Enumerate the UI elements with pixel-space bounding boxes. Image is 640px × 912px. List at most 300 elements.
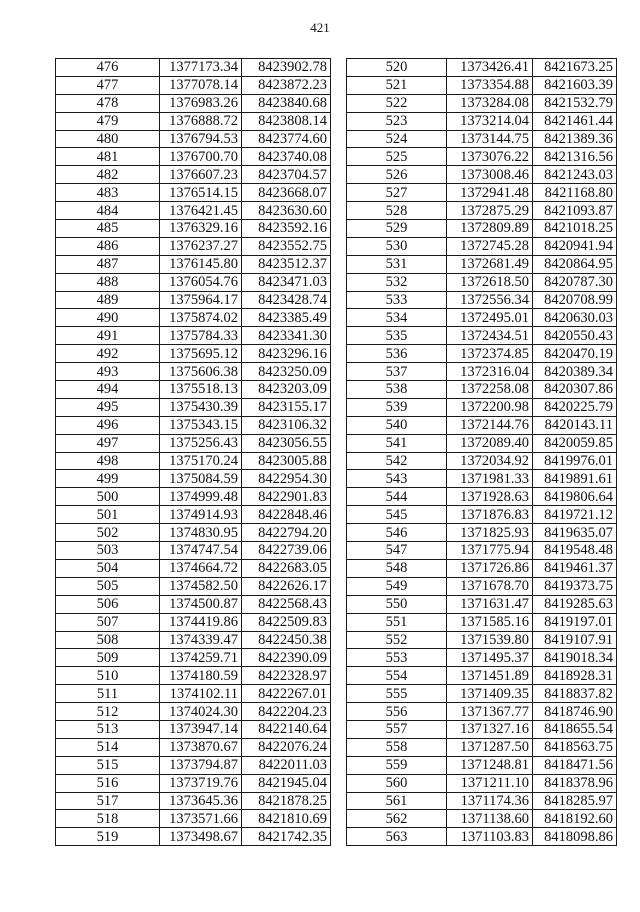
point-number-cell: 478 xyxy=(56,94,160,112)
x-coordinate-cell: 1374830.95 xyxy=(160,524,242,542)
table-row xyxy=(347,59,617,77)
point-number-cell: 521 xyxy=(347,76,447,94)
table-row xyxy=(56,166,331,184)
point-number-cell: 531 xyxy=(347,255,447,273)
x-coordinate-cell: 1375606.38 xyxy=(160,363,242,381)
table-row xyxy=(56,255,331,273)
y-coordinate-cell: 8422267.01 xyxy=(242,685,331,703)
point-number-cell: 549 xyxy=(347,577,447,595)
y-coordinate-cell: 8421603.39 xyxy=(533,76,617,94)
table-row xyxy=(56,184,331,202)
y-coordinate-cell: 8423056.55 xyxy=(242,434,331,452)
y-coordinate-cell: 8420470.19 xyxy=(533,345,617,363)
x-coordinate-cell: 1371981.33 xyxy=(447,470,533,488)
table-row xyxy=(347,756,617,774)
x-coordinate-cell: 1374664.72 xyxy=(160,559,242,577)
point-number-cell: 489 xyxy=(56,291,160,309)
x-coordinate-cell: 1373870.67 xyxy=(160,738,242,756)
table-row xyxy=(347,309,617,327)
x-coordinate-cell: 1374747.54 xyxy=(160,542,242,560)
table-row xyxy=(56,345,331,363)
table-row xyxy=(347,774,617,792)
y-coordinate-cell: 8422794.20 xyxy=(242,524,331,542)
x-coordinate-cell: 1372316.04 xyxy=(447,363,533,381)
table-row xyxy=(347,577,617,595)
y-coordinate-cell: 8419891.61 xyxy=(533,470,617,488)
x-coordinate-cell: 1372618.50 xyxy=(447,273,533,291)
point-number-cell: 486 xyxy=(56,237,160,255)
point-number-cell: 526 xyxy=(347,166,447,184)
y-coordinate-cell: 8418563.75 xyxy=(533,738,617,756)
y-coordinate-cell: 8423203.09 xyxy=(242,381,331,399)
table-row xyxy=(347,720,617,738)
x-coordinate-cell: 1376607.23 xyxy=(160,166,242,184)
point-number-cell: 539 xyxy=(347,398,447,416)
x-coordinate-cell: 1373645.36 xyxy=(160,792,242,810)
point-number-cell: 476 xyxy=(56,59,160,77)
x-coordinate-cell: 1374914.93 xyxy=(160,506,242,524)
x-coordinate-cell: 1372681.49 xyxy=(447,255,533,273)
x-coordinate-cell: 1373498.67 xyxy=(160,828,242,846)
point-number-cell: 511 xyxy=(56,685,160,703)
x-coordinate-cell: 1376700.70 xyxy=(160,148,242,166)
x-coordinate-cell: 1371174.36 xyxy=(447,792,533,810)
table-row xyxy=(347,631,617,649)
y-coordinate-cell: 8421243.03 xyxy=(533,166,617,184)
table-row xyxy=(347,237,617,255)
y-coordinate-cell: 8422739.06 xyxy=(242,542,331,560)
point-number-cell: 487 xyxy=(56,255,160,273)
x-coordinate-cell: 1376888.72 xyxy=(160,112,242,130)
x-coordinate-cell: 1372875.29 xyxy=(447,202,533,220)
y-coordinate-cell: 8423155.17 xyxy=(242,398,331,416)
y-coordinate-cell: 8422568.43 xyxy=(242,595,331,613)
table-row xyxy=(347,685,617,703)
point-number-cell: 514 xyxy=(56,738,160,756)
point-number-cell: 494 xyxy=(56,381,160,399)
table-row xyxy=(56,452,331,470)
x-coordinate-cell: 1373214.04 xyxy=(447,112,533,130)
y-coordinate-cell: 8423872.23 xyxy=(242,76,331,94)
x-coordinate-cell: 1377078.14 xyxy=(160,76,242,94)
table-row xyxy=(56,398,331,416)
point-number-cell: 505 xyxy=(56,577,160,595)
x-coordinate-cell: 1371103.83 xyxy=(447,828,533,846)
y-coordinate-cell: 8422390.09 xyxy=(242,649,331,667)
x-coordinate-cell: 1373947.14 xyxy=(160,720,242,738)
table-row xyxy=(56,738,331,756)
x-coordinate-cell: 1375518.13 xyxy=(160,381,242,399)
x-coordinate-cell: 1373426.41 xyxy=(447,59,533,77)
y-coordinate-cell: 8419976.01 xyxy=(533,452,617,470)
x-coordinate-cell: 1371287.50 xyxy=(447,738,533,756)
table-row xyxy=(347,220,617,238)
x-coordinate-cell: 1372089.40 xyxy=(447,434,533,452)
y-coordinate-cell: 8422626.17 xyxy=(242,577,331,595)
table-row xyxy=(56,667,331,685)
point-number-cell: 545 xyxy=(347,506,447,524)
y-coordinate-cell: 8423592.16 xyxy=(242,220,331,238)
table-row xyxy=(56,94,331,112)
point-number-cell: 510 xyxy=(56,667,160,685)
x-coordinate-cell: 1375964.17 xyxy=(160,291,242,309)
point-number-cell: 525 xyxy=(347,148,447,166)
x-coordinate-cell: 1376514.15 xyxy=(160,184,242,202)
table-row xyxy=(347,506,617,524)
point-number-cell: 543 xyxy=(347,470,447,488)
point-number-cell: 557 xyxy=(347,720,447,738)
x-coordinate-cell: 1375430.39 xyxy=(160,398,242,416)
point-number-cell: 485 xyxy=(56,220,160,238)
point-number-cell: 537 xyxy=(347,363,447,381)
table-row xyxy=(347,416,617,434)
table-row xyxy=(56,220,331,238)
y-coordinate-cell: 8420059.85 xyxy=(533,434,617,452)
y-coordinate-cell: 8420708.99 xyxy=(533,291,617,309)
x-coordinate-cell: 1377173.34 xyxy=(160,59,242,77)
table-row xyxy=(347,470,617,488)
table-row xyxy=(347,434,617,452)
table-row xyxy=(56,703,331,721)
y-coordinate-cell: 8421316.56 xyxy=(533,148,617,166)
point-number-cell: 479 xyxy=(56,112,160,130)
point-number-cell: 553 xyxy=(347,649,447,667)
point-number-cell: 534 xyxy=(347,309,447,327)
x-coordinate-cell: 1374102.11 xyxy=(160,685,242,703)
point-number-cell: 481 xyxy=(56,148,160,166)
x-coordinate-cell: 1374259.71 xyxy=(160,649,242,667)
y-coordinate-cell: 8423512.37 xyxy=(242,255,331,273)
x-coordinate-cell: 1371211.10 xyxy=(447,774,533,792)
y-coordinate-cell: 8423630.60 xyxy=(242,202,331,220)
point-number-cell: 477 xyxy=(56,76,160,94)
x-coordinate-cell: 1372745.28 xyxy=(447,237,533,255)
y-coordinate-cell: 8418098.86 xyxy=(533,828,617,846)
y-coordinate-cell: 8420864.95 xyxy=(533,255,617,273)
point-number-cell: 561 xyxy=(347,792,447,810)
y-coordinate-cell: 8422901.83 xyxy=(242,488,331,506)
x-coordinate-cell: 1372495.01 xyxy=(447,309,533,327)
table-row xyxy=(56,416,331,434)
y-coordinate-cell: 8419635.07 xyxy=(533,524,617,542)
table-row xyxy=(347,130,617,148)
table-row xyxy=(56,720,331,738)
y-coordinate-cell: 8423740.08 xyxy=(242,148,331,166)
point-number-cell: 530 xyxy=(347,237,447,255)
table-row xyxy=(347,649,617,667)
x-coordinate-cell: 1373144.75 xyxy=(447,130,533,148)
x-coordinate-cell: 1372809.89 xyxy=(447,220,533,238)
y-coordinate-cell: 8421461.44 xyxy=(533,112,617,130)
point-number-cell: 522 xyxy=(347,94,447,112)
y-coordinate-cell: 8422848.46 xyxy=(242,506,331,524)
y-coordinate-cell: 8423668.07 xyxy=(242,184,331,202)
x-coordinate-cell: 1376237.27 xyxy=(160,237,242,255)
x-coordinate-cell: 1371138.60 xyxy=(447,810,533,828)
point-number-cell: 550 xyxy=(347,595,447,613)
point-number-cell: 519 xyxy=(56,828,160,846)
y-coordinate-cell: 8421168.80 xyxy=(533,184,617,202)
table-row xyxy=(347,363,617,381)
y-coordinate-cell: 8421878.25 xyxy=(242,792,331,810)
y-coordinate-cell: 8420787.30 xyxy=(533,273,617,291)
x-coordinate-cell: 1373794.87 xyxy=(160,756,242,774)
y-coordinate-cell: 8422509.83 xyxy=(242,613,331,631)
point-number-cell: 497 xyxy=(56,434,160,452)
point-number-cell: 544 xyxy=(347,488,447,506)
table-row xyxy=(347,703,617,721)
x-coordinate-cell: 1371631.47 xyxy=(447,595,533,613)
point-number-cell: 562 xyxy=(347,810,447,828)
y-coordinate-cell: 8423774.60 xyxy=(242,130,331,148)
x-coordinate-cell: 1371825.93 xyxy=(447,524,533,542)
point-number-cell: 513 xyxy=(56,720,160,738)
point-number-cell: 509 xyxy=(56,649,160,667)
point-number-cell: 515 xyxy=(56,756,160,774)
y-coordinate-cell: 8423250.09 xyxy=(242,363,331,381)
point-number-cell: 492 xyxy=(56,345,160,363)
point-number-cell: 532 xyxy=(347,273,447,291)
point-number-cell: 501 xyxy=(56,506,160,524)
table-row xyxy=(56,559,331,577)
y-coordinate-cell: 8421018.25 xyxy=(533,220,617,238)
x-coordinate-cell: 1371327.16 xyxy=(447,720,533,738)
table-row xyxy=(56,506,331,524)
point-number-cell: 512 xyxy=(56,703,160,721)
x-coordinate-cell: 1376329.16 xyxy=(160,220,242,238)
x-coordinate-cell: 1372374.85 xyxy=(447,345,533,363)
x-coordinate-cell: 1372258.08 xyxy=(447,381,533,399)
point-number-cell: 504 xyxy=(56,559,160,577)
y-coordinate-cell: 8420630.03 xyxy=(533,309,617,327)
y-coordinate-cell: 8418285.97 xyxy=(533,792,617,810)
point-number-cell: 540 xyxy=(347,416,447,434)
x-coordinate-cell: 1371876.83 xyxy=(447,506,533,524)
x-coordinate-cell: 1371585.16 xyxy=(447,613,533,631)
x-coordinate-cell: 1376983.26 xyxy=(160,94,242,112)
x-coordinate-cell: 1376421.45 xyxy=(160,202,242,220)
x-coordinate-cell: 1374024.30 xyxy=(160,703,242,721)
table-row xyxy=(56,631,331,649)
table-row xyxy=(347,345,617,363)
table-row xyxy=(56,237,331,255)
y-coordinate-cell: 8421673.25 xyxy=(533,59,617,77)
table-row xyxy=(347,148,617,166)
y-coordinate-cell: 8419373.75 xyxy=(533,577,617,595)
point-number-cell: 536 xyxy=(347,345,447,363)
point-number-cell: 535 xyxy=(347,327,447,345)
table-row xyxy=(56,309,331,327)
point-number-cell: 551 xyxy=(347,613,447,631)
table-row xyxy=(56,202,331,220)
y-coordinate-cell: 8419548.48 xyxy=(533,542,617,560)
x-coordinate-cell: 1371775.94 xyxy=(447,542,533,560)
point-number-cell: 499 xyxy=(56,470,160,488)
y-coordinate-cell: 8420550.43 xyxy=(533,327,617,345)
y-coordinate-cell: 8420143.11 xyxy=(533,416,617,434)
y-coordinate-cell: 8422683.05 xyxy=(242,559,331,577)
point-number-cell: 484 xyxy=(56,202,160,220)
table-row xyxy=(347,291,617,309)
point-number-cell: 506 xyxy=(56,595,160,613)
y-coordinate-cell: 8422328.97 xyxy=(242,667,331,685)
x-coordinate-cell: 1375695.12 xyxy=(160,345,242,363)
x-coordinate-cell: 1373008.46 xyxy=(447,166,533,184)
table-row xyxy=(56,363,331,381)
table-row xyxy=(56,488,331,506)
point-number-cell: 528 xyxy=(347,202,447,220)
y-coordinate-cell: 8421945.04 xyxy=(242,774,331,792)
y-coordinate-cell: 8423808.14 xyxy=(242,112,331,130)
table-row xyxy=(347,112,617,130)
coordinate-table-right xyxy=(346,58,617,846)
point-number-cell: 482 xyxy=(56,166,160,184)
x-coordinate-cell: 1371367.77 xyxy=(447,703,533,721)
y-coordinate-cell: 8422140.64 xyxy=(242,720,331,738)
y-coordinate-cell: 8422450.38 xyxy=(242,631,331,649)
x-coordinate-cell: 1374582.50 xyxy=(160,577,242,595)
point-number-cell: 533 xyxy=(347,291,447,309)
point-number-cell: 518 xyxy=(56,810,160,828)
point-number-cell: 542 xyxy=(347,452,447,470)
y-coordinate-cell: 8423385.49 xyxy=(242,309,331,327)
table-row xyxy=(347,202,617,220)
x-coordinate-cell: 1374500.87 xyxy=(160,595,242,613)
table-row xyxy=(56,756,331,774)
table-row xyxy=(56,577,331,595)
table-row xyxy=(347,667,617,685)
table-row xyxy=(56,470,331,488)
x-coordinate-cell: 1372941.48 xyxy=(447,184,533,202)
y-coordinate-cell: 8419018.34 xyxy=(533,649,617,667)
table-row xyxy=(56,828,331,846)
y-coordinate-cell: 8419107.91 xyxy=(533,631,617,649)
table-row xyxy=(347,559,617,577)
table-row xyxy=(56,434,331,452)
y-coordinate-cell: 8419461.37 xyxy=(533,559,617,577)
x-coordinate-cell: 1371928.63 xyxy=(447,488,533,506)
table-row xyxy=(347,76,617,94)
page-number: 421 xyxy=(310,20,330,35)
y-coordinate-cell: 8420941.94 xyxy=(533,237,617,255)
x-coordinate-cell: 1375256.43 xyxy=(160,434,242,452)
y-coordinate-cell: 8423106.32 xyxy=(242,416,331,434)
point-number-cell: 555 xyxy=(347,685,447,703)
table-row xyxy=(347,327,617,345)
point-number-cell: 496 xyxy=(56,416,160,434)
table-row xyxy=(347,542,617,560)
table-row xyxy=(56,112,331,130)
x-coordinate-cell: 1375170.24 xyxy=(160,452,242,470)
table-row xyxy=(347,398,617,416)
point-number-cell: 495 xyxy=(56,398,160,416)
table-row xyxy=(347,184,617,202)
point-number-cell: 503 xyxy=(56,542,160,560)
x-coordinate-cell: 1373571.66 xyxy=(160,810,242,828)
x-coordinate-cell: 1372034.92 xyxy=(447,452,533,470)
y-coordinate-cell: 8421532.79 xyxy=(533,94,617,112)
table-row xyxy=(56,649,331,667)
table-row xyxy=(56,810,331,828)
point-number-cell: 548 xyxy=(347,559,447,577)
table-row xyxy=(347,810,617,828)
x-coordinate-cell: 1376145.80 xyxy=(160,255,242,273)
x-coordinate-cell: 1372144.76 xyxy=(447,416,533,434)
table-row xyxy=(56,524,331,542)
table-row xyxy=(347,381,617,399)
x-coordinate-cell: 1372556.34 xyxy=(447,291,533,309)
point-number-cell: 541 xyxy=(347,434,447,452)
x-coordinate-cell: 1371539.80 xyxy=(447,631,533,649)
y-coordinate-cell: 8420307.86 xyxy=(533,381,617,399)
table-row xyxy=(56,130,331,148)
table-row xyxy=(56,613,331,631)
y-coordinate-cell: 8420389.34 xyxy=(533,363,617,381)
point-number-cell: 480 xyxy=(56,130,160,148)
point-number-cell: 538 xyxy=(347,381,447,399)
x-coordinate-cell: 1373719.76 xyxy=(160,774,242,792)
point-number-cell: 500 xyxy=(56,488,160,506)
x-coordinate-cell: 1375874.02 xyxy=(160,309,242,327)
point-number-cell: 523 xyxy=(347,112,447,130)
x-coordinate-cell: 1374180.59 xyxy=(160,667,242,685)
y-coordinate-cell: 8423428.74 xyxy=(242,291,331,309)
x-coordinate-cell: 1374999.48 xyxy=(160,488,242,506)
x-coordinate-cell: 1371248.81 xyxy=(447,756,533,774)
table-row xyxy=(347,452,617,470)
point-number-cell: 488 xyxy=(56,273,160,291)
point-number-cell: 516 xyxy=(56,774,160,792)
point-number-cell: 502 xyxy=(56,524,160,542)
x-coordinate-cell: 1371409.35 xyxy=(447,685,533,703)
y-coordinate-cell: 8421389.36 xyxy=(533,130,617,148)
point-number-cell: 498 xyxy=(56,452,160,470)
y-coordinate-cell: 8418837.82 xyxy=(533,685,617,703)
point-number-cell: 546 xyxy=(347,524,447,542)
table-row xyxy=(56,542,331,560)
point-number-cell: 493 xyxy=(56,363,160,381)
y-coordinate-cell: 8418928.31 xyxy=(533,667,617,685)
x-coordinate-cell: 1375343.15 xyxy=(160,416,242,434)
x-coordinate-cell: 1371495.37 xyxy=(447,649,533,667)
y-coordinate-cell: 8420225.79 xyxy=(533,398,617,416)
y-coordinate-cell: 8423296.16 xyxy=(242,345,331,363)
coordinate-table-left xyxy=(55,58,331,846)
y-coordinate-cell: 8418471.56 xyxy=(533,756,617,774)
point-number-cell: 558 xyxy=(347,738,447,756)
point-number-cell: 527 xyxy=(347,184,447,202)
x-coordinate-cell: 1376794.53 xyxy=(160,130,242,148)
y-coordinate-cell: 8423005.88 xyxy=(242,452,331,470)
y-coordinate-cell: 8418655.54 xyxy=(533,720,617,738)
x-coordinate-cell: 1371726.86 xyxy=(447,559,533,577)
y-coordinate-cell: 8419806.64 xyxy=(533,488,617,506)
table-row xyxy=(56,291,331,309)
table-row xyxy=(56,774,331,792)
x-coordinate-cell: 1372434.51 xyxy=(447,327,533,345)
y-coordinate-cell: 8422076.24 xyxy=(242,738,331,756)
point-number-cell: 560 xyxy=(347,774,447,792)
y-coordinate-cell: 8421742.35 xyxy=(242,828,331,846)
y-coordinate-cell: 8422011.03 xyxy=(242,756,331,774)
y-coordinate-cell: 8418378.96 xyxy=(533,774,617,792)
y-coordinate-cell: 8423552.75 xyxy=(242,237,331,255)
y-coordinate-cell: 8418192.60 xyxy=(533,810,617,828)
table-row xyxy=(347,488,617,506)
table-row xyxy=(56,59,331,77)
x-coordinate-cell: 1376054.76 xyxy=(160,273,242,291)
table-row xyxy=(56,381,331,399)
